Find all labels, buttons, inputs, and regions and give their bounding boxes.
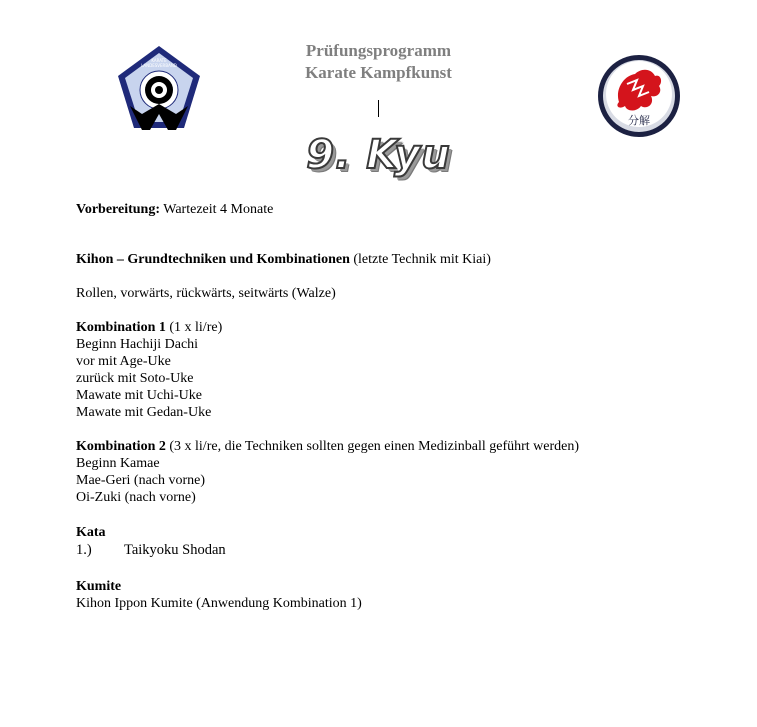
- page-title-line1: Prüfungsprogramm: [305, 41, 452, 60]
- list-item: vor mit Age-Uke: [76, 354, 171, 369]
- vorbereitung-value: Wartezeit 4 Monate: [163, 202, 274, 217]
- vorbereitung-label: Vorbereitung:: [76, 202, 160, 217]
- kihon-heading: Kihon – Grundtechniken und Kombinationen: [76, 252, 350, 267]
- kombi1-heading-line: [76, 319, 222, 336]
- list-item: Beginn Kamae: [76, 456, 160, 471]
- kihon-heading-line: [76, 251, 491, 268]
- list-item: Mawate mit Uchi-Uke: [76, 388, 202, 403]
- list-item: Mae-Geri (nach vorne): [76, 473, 206, 488]
- kata-number: 1.): [76, 542, 92, 558]
- kata-heading-text: Kata: [76, 525, 106, 540]
- logo-left-text-bottom: LANDESVERBAND: [141, 63, 177, 68]
- kumite-heading: [76, 578, 121, 595]
- list-item: zurück mit Soto-Uke: [76, 371, 194, 386]
- list-item: Oi-Zuki (nach vorne): [76, 490, 196, 505]
- kombi2-heading-line: [76, 438, 579, 455]
- vorbereitung-line: [76, 201, 273, 218]
- kombi1-note: (1 x li/re): [169, 320, 223, 335]
- kombi2-note: (3 x li/re, die Techniken sollten gegen einen Medizinball geführt werden): [169, 439, 580, 454]
- kombi2-label: Kombination 2: [76, 439, 166, 454]
- kumite-heading-text: Kumite: [76, 579, 122, 594]
- logo-right-kanji: 分解: [628, 114, 650, 127]
- kata-heading: [76, 524, 106, 541]
- rollen-line: Rollen, vorwärts, rückwärts, seitwärts (Walze): [76, 286, 336, 301]
- kihon-note: (letzte Technik mit Kiai): [353, 252, 491, 267]
- kata-name: Taikyoku Shodan: [124, 542, 226, 558]
- kumite-value: Kihon Ippon Kumite (Anwendung Kombination 1): [76, 596, 362, 611]
- logo-left-text-top: KARATE: [151, 58, 167, 63]
- list-item: Mawate mit Gedan-Uke: [76, 405, 212, 420]
- kata-item: [76, 542, 226, 559]
- kombi1-label: Kombination 1: [76, 320, 166, 335]
- rank-title: 9. Kyu: [306, 132, 451, 178]
- page-title-line2: Karate Kampfkunst: [305, 63, 452, 82]
- text-cursor: [378, 100, 379, 117]
- list-item: Beginn Hachiji Dachi: [76, 337, 199, 352]
